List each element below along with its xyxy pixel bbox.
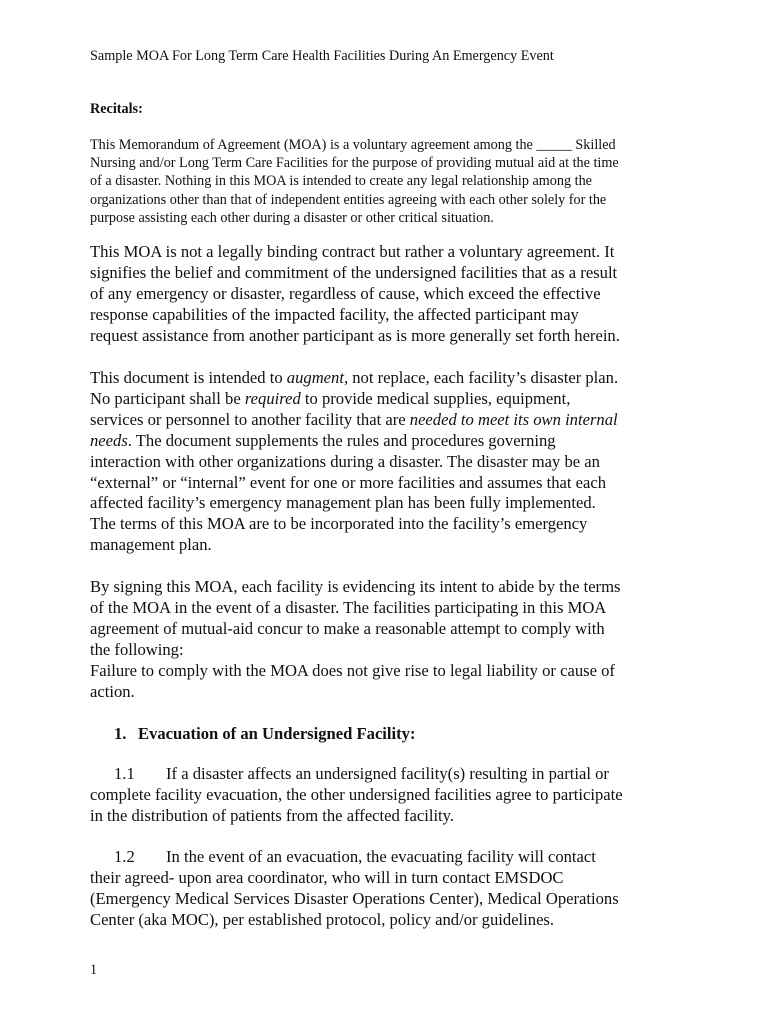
text-line: signifies the belief and commitment of the undersigned facilities that as a result [90,262,618,282]
text-line: By signing this MOA, each facility is evidencing its intent to abide by the terms [90,577,621,596]
section-heading [114,723,416,744]
text-line [90,847,670,868]
text-line: Nursing and/or Long Term Care Facilities for the purpose of providing mutual aid at the time [90,155,619,172]
paragraph-document-intent [90,368,670,556]
paragraph-binding-status [90,242,670,347]
text-run: No participant shall be [90,388,245,408]
text-line: complete facility evacuation, the other undersigned facilities agree to participate [90,784,623,804]
text-line [90,764,670,785]
text-line: management plan. [90,535,212,555]
text-line: affected facility’s emergency management plan has been fully implemented. [90,493,596,513]
text-line: their agreed- upon area coordinator, who will in turn contact EMSDOC [90,867,564,887]
text-run: In the event of an evacuation, the evacuating facility will contact [166,847,596,866]
text-run: services or personnel to another facility that are [90,409,410,429]
page-header: Sample MOA For Long Term Care Health Facilities During An Emergency Event [90,48,554,64]
emphasis-text: required [244,388,301,408]
text-run: , not replace, each facility’s disaster plan. [343,368,619,387]
emphasis-text: augment [286,368,344,387]
subsection-number: 1.1 [114,764,135,783]
recitals-paragraph [90,136,665,227]
text-line: of any emergency or disaster, regardless of cause, which exceed the effective [90,283,601,303]
text-line: The terms of this MOA are to be incorporated into the facility’s emergency [90,514,588,534]
text-line: the following: [90,639,184,659]
text-line: of the MOA in the event of a disaster. The facilities participating in this MOA [90,597,607,617]
paragraph-signing-intent [90,577,670,702]
text-line [90,389,670,410]
text-line: action. [90,681,135,701]
text-line: Failure to comply with the MOA does not give rise to legal liability or cause of [90,660,615,680]
text-line [90,431,670,452]
text-line: “external” or “internal” event for one or more facilities and assumes that each [90,472,607,492]
recitals-heading: Recitals: [90,101,143,117]
emphasis-text: needed to meet its own internal [409,409,618,429]
text-line: This MOA is not a legally binding contract but rather a voluntary agreement. It [90,242,615,261]
subsection-1-1 [90,764,670,827]
text-run: . The document supplements the rules and procedures governing [127,430,556,450]
text-line: organizations other than that of independent entities agreeing with each other solely for the [90,191,607,208]
text-run: If a disaster affects an undersigned facility(s) resulting in partial or [166,764,609,783]
document-page [90,0,670,1024]
text-line [90,368,670,389]
text-run: to provide medical supplies, equipment, [300,388,571,408]
subsection-1-2 [90,847,670,931]
text-line: response capabilities of the impacted facility, the affected participant may [90,304,579,324]
text-line: in the distribution of patients from the affected facility. [90,805,455,825]
text-line [90,410,670,431]
text-line: of a disaster. Nothing in this MOA is intended to create any legal relationship among the [90,173,592,190]
text-line: This Memorandum of Agreement (MOA) is a voluntary agreement among the _____ Skilled [90,137,616,153]
emphasis-text: needs [90,430,128,450]
text-line: agreement of mutual-aid concur to make a reasonable attempt to comply with [90,618,605,638]
text-line: Center (aka MOC), per established protocol, policy and/or guidelines. [90,909,555,929]
text-line: purpose assisting each other during a disaster or other critical situation. [90,209,494,226]
section-number: 1. [114,724,127,743]
subsection-number: 1.2 [114,847,135,866]
section-title: Evacuation of an Undersigned Facility: [138,724,416,743]
text-run: This document is intended to [90,368,287,387]
page-number: 1 [90,962,98,978]
text-line: interaction with other organizations during a disaster. The disaster may be an [90,451,600,471]
text-line: request assistance from another participant as is more generally set forth herein. [90,325,620,345]
text-line: (Emergency Medical Services Disaster Operations Center), Medical Operations [90,888,619,908]
